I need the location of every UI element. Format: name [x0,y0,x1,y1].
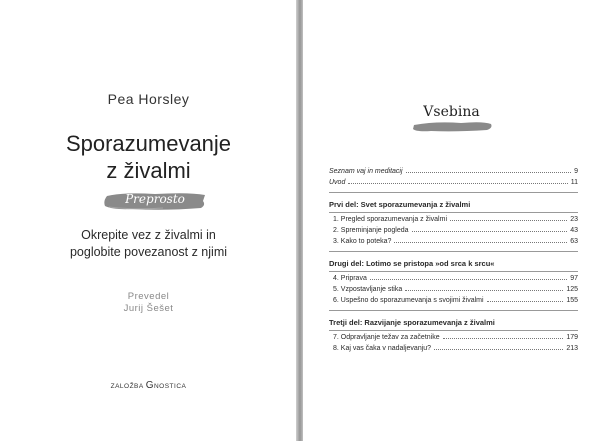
toc-label: 4. Priprava [333,275,367,282]
toc-label: Seznam vaj in meditacij [329,168,403,175]
toc-row-chapter-7[interactable] [329,334,578,345]
toc-row-chapter-8[interactable] [329,345,578,356]
toc-row-intro[interactable] [329,179,578,190]
series-badge [103,191,207,211]
translator-credit [0,291,297,315]
contents-heading: Vsebina [423,104,480,120]
toc-page-number: 23 [570,216,578,223]
toc-leader [406,172,572,173]
toc-page-number: 43 [570,227,578,234]
toc-leader [443,338,564,339]
translator-label: Prevedel [127,291,170,302]
subtitle-line-2: poglobite povezanost z njimi [69,245,228,259]
toc-label: 1. Pregled sporazumevanja z živalmi [333,216,447,223]
toc-part-2-title[interactable]: Drugi del: Lotimo se pristopa »od srca k srcu« [329,259,495,268]
series-badge-label: Preprosto [125,192,185,206]
publisher-prefix: ZALOŽBA [110,383,146,390]
toc-label: 2. Spreminjanje pogleda [333,227,409,234]
toc-page-number: 97 [570,275,578,282]
toc-page-number: 179 [566,334,578,341]
subtitle-line-1: Okrepite vez z živalmi in [81,228,216,242]
toc-label: 6. Uspešno do sporazumevanja s svojimi živalmi [333,297,484,304]
book-subtitle [0,227,297,261]
publisher-initial: G [145,380,154,391]
publisher-logo [0,380,297,391]
toc-page-number: 213 [566,345,578,352]
toc-row-chapter-6[interactable] [329,297,578,308]
toc-label: 7. Odpravljanje težav za začetnike [333,334,440,341]
toc-leader [412,231,568,232]
toc-leader [394,242,567,243]
toc-divider [329,330,578,331]
toc-part-1-title[interactable]: Prvi del: Svet sporazumevanja z živalmi [329,200,471,209]
toc-row-chapter-1[interactable] [329,216,578,227]
toc-page-number: 11 [570,179,578,186]
translator-name: Jurij Šešet [123,303,174,314]
book-title-line-2: z živalmi [106,158,191,183]
book-title-line-1: Sporazumevanje [65,131,232,156]
toc-leader [348,183,567,184]
contents-page [303,0,600,441]
table-of-contents [329,168,578,356]
toc-divider [329,271,578,272]
toc-part-3-title[interactable]: Tretji del: Razvijanje sporazumevanja z živalmi [329,318,495,327]
title-page [0,0,297,441]
toc-row-chapter-5[interactable] [329,286,578,297]
toc-divider [329,251,578,252]
toc-leader [370,279,567,280]
toc-row-chapter-2[interactable] [329,227,578,238]
heading-brush-icon [411,119,493,133]
publisher-rest: NOSTICA [153,383,187,390]
toc-label: 8. Kaj vas čaka v nadaljevanju? [333,345,432,352]
toc-page-number: 9 [574,168,578,175]
toc-leader [487,301,564,302]
toc-row-chapter-3[interactable] [329,238,578,249]
toc-label: Uvod [329,179,346,186]
author-name: Pea Horsley [107,91,190,107]
toc-page-number: 63 [570,238,578,245]
toc-row-exercises[interactable] [329,168,578,179]
toc-divider [329,310,578,311]
book-title [0,130,297,184]
toc-row-chapter-4[interactable] [329,275,578,286]
toc-label: 5. Vzpostavljanje stika [333,286,403,293]
toc-page-number: 155 [566,297,578,304]
toc-divider [329,212,578,213]
toc-leader [450,220,567,221]
toc-leader [405,290,563,291]
toc-divider [329,192,578,193]
toc-page-number: 125 [566,286,578,293]
toc-leader [434,349,563,350]
toc-label: 3. Kako to poteka? [333,238,392,245]
